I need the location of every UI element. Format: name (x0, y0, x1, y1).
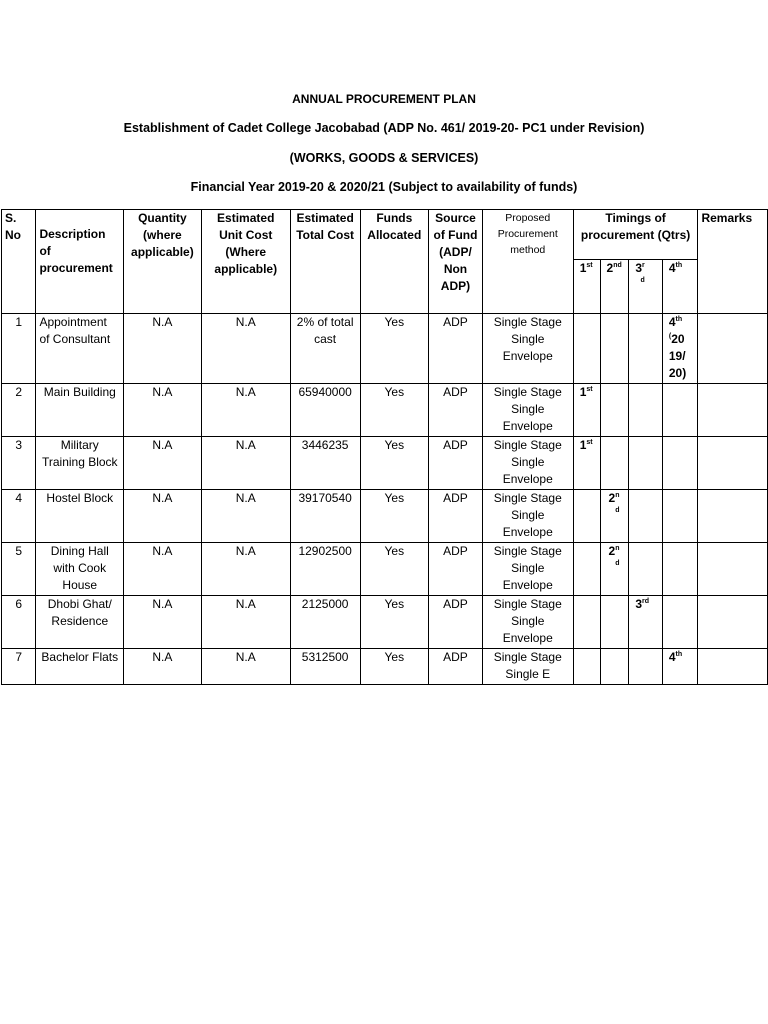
row-sno: 3 (2, 437, 36, 490)
row-unit-cost: N.A (201, 490, 290, 543)
row-source: ADP (429, 384, 483, 437)
row-quantity: N.A (124, 314, 202, 384)
row-unit-cost: N.A (201, 384, 290, 437)
row-q1 (573, 490, 600, 543)
row-total-cost: 2125000 (290, 596, 360, 649)
header-q4: 4th (662, 260, 698, 314)
row-unit-cost: N.A (201, 596, 290, 649)
row-sno: 2 (2, 384, 36, 437)
row-q1 (573, 543, 600, 596)
row-quantity: N.A (124, 596, 202, 649)
row-source: ADP (429, 596, 483, 649)
row-total-cost: 39170540 (290, 490, 360, 543)
row-remarks (698, 490, 768, 543)
row-source: ADP (429, 543, 483, 596)
row-q3 (629, 543, 663, 596)
row-unit-cost: N.A (201, 543, 290, 596)
row-funds: Yes (360, 543, 429, 596)
row-source: ADP (429, 649, 483, 685)
row-q1: 1st (573, 384, 600, 437)
row-q1 (573, 314, 600, 384)
row-funds: Yes (360, 314, 429, 384)
table-row (2, 490, 768, 543)
row-remarks (698, 384, 768, 437)
row-remarks (698, 543, 768, 596)
row-total-cost: 5312500 (290, 649, 360, 685)
row-q2: 2$^n$ d (600, 490, 629, 543)
document-title: ANNUAL PROCUREMENT PLAN (292, 92, 476, 106)
row-description: Appointment of Consultant (36, 314, 124, 384)
header-funds-allocated: Funds Allocated (360, 210, 429, 314)
financial-year: Financial Year 2019-20 & 2020/21 (Subject to availability of funds) (190, 180, 578, 194)
row-q4 (662, 384, 698, 437)
row-method: Single Stage Single Envelope (482, 490, 573, 543)
row-sno: 5 (2, 543, 36, 596)
row-quantity: N.A (124, 649, 202, 685)
row-description: Main Building (36, 384, 124, 437)
row-funds: Yes (360, 384, 429, 437)
row-quantity: N.A (124, 437, 202, 490)
row-source: ADP (429, 490, 483, 543)
row-unit-cost: N.A (201, 314, 290, 384)
row-total-cost: 2% of total cast (290, 314, 360, 384)
row-remarks (698, 596, 768, 649)
row-q3 (629, 384, 663, 437)
row-q2 (600, 314, 629, 384)
table-row (2, 384, 768, 437)
row-quantity: N.A (124, 543, 202, 596)
table-row (2, 314, 768, 384)
row-q4 (662, 596, 698, 649)
row-method: Single Stage Single Envelope (482, 384, 573, 437)
header-timings: Timings of procurement (Qtrs) (573, 210, 698, 260)
row-total-cost: 12902500 (290, 543, 360, 596)
procurement-category: (WORKS, GOODS & SERVICES) (289, 151, 479, 165)
row-q3 (629, 649, 663, 685)
row-description: Hostel Block (36, 490, 124, 543)
header-total-cost: Estimated Total Cost (290, 210, 360, 314)
row-q2 (600, 437, 629, 490)
row-q4 (662, 543, 698, 596)
header-quantity: Quantity (where applicable) (124, 210, 202, 314)
row-quantity: N.A (124, 490, 202, 543)
row-sno: 4 (2, 490, 36, 543)
row-total-cost: 3446235 (290, 437, 360, 490)
row-method: Single Stage Single Envelope (482, 543, 573, 596)
row-unit-cost: N.A (201, 437, 290, 490)
header-procurement-method: Proposed Procurement method (482, 210, 573, 314)
row-method: Single Stage Single Envelope (482, 596, 573, 649)
row-sno: 7 (2, 649, 36, 685)
table-row (2, 437, 768, 490)
row-description: Military Training Block (36, 437, 124, 490)
row-remarks (698, 649, 768, 685)
row-total-cost: 65940000 (290, 384, 360, 437)
document-subtitle: Establishment of Cadet College Jacobabad (ADP No. 461/ 2019-20- PC1 under Revision) (123, 121, 645, 135)
header-unit-cost: Estimated Unit Cost (Where applicable) (201, 210, 290, 314)
header-source-of-fund: Source of Fund (ADP/ Non ADP) (429, 210, 483, 314)
row-funds: Yes (360, 596, 429, 649)
row-sno: 6 (2, 596, 36, 649)
row-q2 (600, 384, 629, 437)
row-q1: 1st (573, 437, 600, 490)
row-source: ADP (429, 314, 483, 384)
row-q2 (600, 649, 629, 685)
row-quantity: N.A (124, 384, 202, 437)
table-row (2, 649, 768, 685)
table-row (2, 543, 768, 596)
row-funds: Yes (360, 649, 429, 685)
row-funds: Yes (360, 490, 429, 543)
header-q2: 2nd (600, 260, 629, 314)
header-sno: S. No (2, 210, 36, 314)
row-q4 (662, 490, 698, 543)
row-funds: Yes (360, 437, 429, 490)
row-description: Dhobi Ghat/ Residence (36, 596, 124, 649)
row-sno: 1 (2, 314, 36, 384)
row-q3 (629, 490, 663, 543)
row-q3 (629, 314, 663, 384)
header-remarks: Remarks (698, 210, 768, 314)
row-remarks (698, 437, 768, 490)
row-q2 (600, 596, 629, 649)
row-method: Single Stage Single Envelope (482, 437, 573, 490)
row-description: Bachelor Flats (36, 649, 124, 685)
header-q3: 3$^r$ d (629, 260, 663, 314)
row-q1 (573, 596, 600, 649)
row-q2: 2$^n$ d (600, 543, 629, 596)
row-q4: 4th (662, 649, 698, 685)
row-unit-cost: N.A (201, 649, 290, 685)
row-remarks (698, 314, 768, 384)
row-description: Dining Hall with Cook House (36, 543, 124, 596)
row-method: Single Stage Single Envelope (482, 314, 573, 384)
row-q4: 4th (20 19/ 20) (662, 314, 698, 384)
table-row (2, 596, 768, 649)
header-description: Description of procurement (36, 210, 124, 314)
row-q3: 3rd (629, 596, 663, 649)
row-q4 (662, 437, 698, 490)
row-q1 (573, 649, 600, 685)
procurement-table (1, 209, 768, 685)
row-source: ADP (429, 437, 483, 490)
row-method: Single Stage Single E (482, 649, 573, 685)
row-q3 (629, 437, 663, 490)
header-q1: 1st (573, 260, 600, 314)
